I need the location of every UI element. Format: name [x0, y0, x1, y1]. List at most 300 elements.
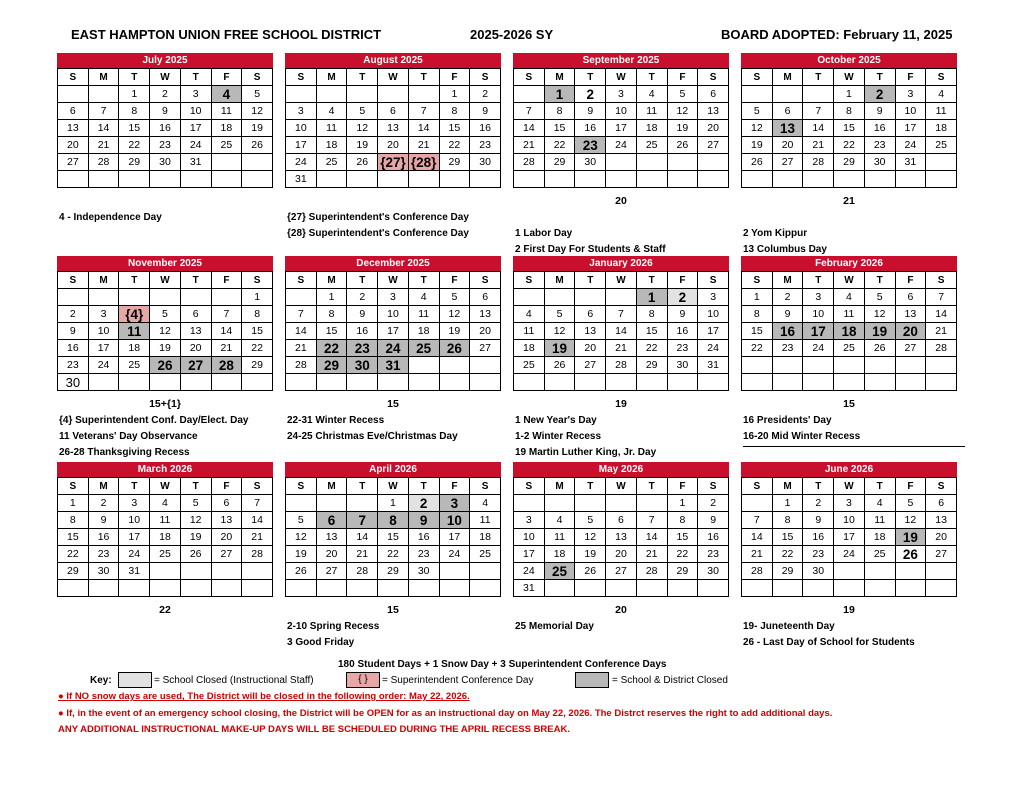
weekday-header: T: [119, 69, 150, 86]
day-cell: 5: [286, 512, 317, 529]
day-cell: 26: [864, 340, 895, 357]
month-title: October 2025: [741, 53, 957, 68]
day-cell: 13: [606, 529, 637, 546]
day-cell: 21: [926, 323, 957, 340]
weekday-header: T: [180, 69, 211, 86]
day-cell: 17: [439, 529, 470, 546]
day-cell: 31: [514, 580, 545, 597]
day-cell: 5: [575, 512, 606, 529]
day-cell: 16: [575, 120, 606, 137]
day-cell: 10: [286, 120, 317, 137]
day-cell: 10: [180, 103, 211, 120]
day-cell: 5: [742, 103, 773, 120]
day-cell: [88, 374, 119, 391]
day-cell: 19: [544, 340, 575, 357]
month-title: August 2025: [285, 53, 501, 68]
day-cell: 8: [742, 306, 773, 323]
day-cell: [119, 580, 150, 597]
day-cell: 1: [58, 495, 89, 512]
day-cell: 6: [606, 512, 637, 529]
day-cell: 5: [895, 495, 926, 512]
key-instructional-text: = School Closed (Instructional Staff): [154, 675, 314, 686]
day-cell: 25: [544, 563, 575, 580]
weekday-header: W: [606, 272, 637, 289]
day-cell: 18: [636, 120, 667, 137]
day-cell: 13: [698, 103, 729, 120]
day-cell: 2: [150, 86, 181, 103]
day-cell: 10: [606, 103, 637, 120]
weekday-header: W: [834, 272, 865, 289]
day-cell: [378, 86, 409, 103]
month-title: June 2026: [741, 462, 957, 477]
day-cell: 2: [667, 289, 698, 306]
day-cell: 3: [378, 289, 409, 306]
weekday-header: M: [316, 272, 347, 289]
day-cell: 15: [544, 120, 575, 137]
weekday-header: T: [575, 478, 606, 495]
day-cell: 15: [636, 323, 667, 340]
day-cell: 11: [636, 103, 667, 120]
day-cell: 19: [286, 546, 317, 563]
day-cell: 25: [926, 137, 957, 154]
day-cell: 29: [439, 154, 470, 171]
weekday-header: F: [667, 272, 698, 289]
day-cell: 30: [88, 563, 119, 580]
day-cell: 15: [119, 120, 150, 137]
day-cell: 30: [667, 357, 698, 374]
month-calendar: [741, 462, 957, 597]
day-cell: 23: [667, 340, 698, 357]
day-cell: 6: [180, 306, 211, 323]
board-adopted: BOARD ADOPTED: February 11, 2025: [721, 27, 953, 42]
month-day-count: 15+{1}: [149, 398, 181, 410]
day-cell: 25: [514, 357, 545, 374]
day-cell: 26: [439, 340, 470, 357]
day-cell: 3: [180, 86, 211, 103]
day-cell: 27: [606, 563, 637, 580]
month-note: 1 New Year's Day: [515, 415, 597, 426]
day-cell: 1: [316, 289, 347, 306]
day-cell: 20: [926, 529, 957, 546]
day-cell: 24: [895, 137, 926, 154]
day-cell: 8: [316, 306, 347, 323]
month-note: 2-10 Spring Recess: [287, 621, 380, 632]
day-cell: 11: [119, 323, 150, 340]
month-grid: [741, 68, 957, 188]
month-grid: [285, 477, 501, 597]
weekday-header: T: [119, 272, 150, 289]
day-cell: 27: [575, 357, 606, 374]
day-cell: 11: [150, 512, 181, 529]
month-day-count: 21: [843, 195, 855, 207]
weekday-header: S: [698, 478, 729, 495]
day-cell: 5: [864, 289, 895, 306]
day-cell: 21: [242, 529, 273, 546]
footer-emergency-note: ● If, in the event of an emergency school closing, the District will be OPEN for as an instructional day on May 22, 2026. The Distrct reserves the right to add additional days.: [58, 708, 833, 719]
month-note: 25 Memorial Day: [515, 621, 594, 632]
day-cell: [211, 563, 242, 580]
day-cell: 25: [636, 137, 667, 154]
day-cell: [772, 86, 803, 103]
day-cell: [926, 580, 957, 597]
day-cell: 17: [119, 529, 150, 546]
weekday-header: F: [895, 69, 926, 86]
day-cell: 4: [926, 86, 957, 103]
day-cell: 13: [926, 512, 957, 529]
day-cell: 16: [864, 120, 895, 137]
day-cell: [316, 495, 347, 512]
day-cell: 3: [834, 495, 865, 512]
day-cell: 8: [772, 512, 803, 529]
day-cell: 26: [180, 546, 211, 563]
day-cell: [926, 374, 957, 391]
weekday-header: S: [514, 69, 545, 86]
day-cell: 14: [242, 512, 273, 529]
day-cell: [834, 580, 865, 597]
day-cell: 20: [895, 323, 926, 340]
day-cell: 19: [180, 529, 211, 546]
month-notes: [287, 413, 458, 445]
day-cell: [698, 171, 729, 188]
day-cell: [316, 171, 347, 188]
day-cell: 11: [544, 529, 575, 546]
day-cell: 20: [211, 529, 242, 546]
day-cell: [408, 374, 439, 391]
day-cell: 16: [58, 340, 89, 357]
day-cell: 30: [58, 374, 89, 391]
day-cell: 25: [150, 546, 181, 563]
day-cell: 26: [895, 546, 926, 563]
day-cell: 28: [88, 154, 119, 171]
day-cell: 22: [439, 137, 470, 154]
day-cell: 7: [514, 103, 545, 120]
month-note: 11 Veterans' Day Observance: [59, 431, 198, 442]
day-cell: 13: [378, 120, 409, 137]
day-cell: [316, 86, 347, 103]
month-grid: [57, 477, 273, 597]
month-day-count: 20: [615, 195, 627, 207]
weekday-header: S: [286, 272, 317, 289]
month-note: 2 Yom Kippur: [743, 228, 808, 239]
day-cell: [544, 289, 575, 306]
day-cell: 23: [58, 357, 89, 374]
day-cell: 29: [667, 563, 698, 580]
day-cell: [119, 374, 150, 391]
weekday-header: S: [742, 478, 773, 495]
day-cell: 12: [180, 512, 211, 529]
day-cell: 16: [803, 529, 834, 546]
month-note: 1-2 Winter Recess: [515, 431, 602, 442]
day-cell: 24: [378, 340, 409, 357]
day-cell: 15: [58, 529, 89, 546]
day-cell: 13: [180, 323, 211, 340]
day-cell: [180, 171, 211, 188]
day-cell: 22: [742, 340, 773, 357]
day-cell: 1: [667, 495, 698, 512]
day-cell: 3: [514, 512, 545, 529]
month-grid: [513, 477, 729, 597]
day-cell: 28: [514, 154, 545, 171]
day-cell: 18: [926, 120, 957, 137]
month-day-count: 20: [615, 604, 627, 616]
day-cell: 29: [58, 563, 89, 580]
weekday-header: S: [470, 272, 501, 289]
month-calendar: [513, 53, 729, 188]
day-cell: 23: [864, 137, 895, 154]
day-cell: 6: [895, 289, 926, 306]
weekday-header: F: [667, 69, 698, 86]
day-cell: 14: [606, 323, 637, 340]
day-cell: 7: [926, 289, 957, 306]
day-cell: 19: [347, 137, 378, 154]
day-cell: 21: [88, 137, 119, 154]
day-cell: 13: [470, 306, 501, 323]
day-cell: 13: [58, 120, 89, 137]
day-cell: 30: [575, 154, 606, 171]
day-cell: [514, 374, 545, 391]
day-cell: 6: [772, 103, 803, 120]
day-cell: [742, 495, 773, 512]
day-cell: 21: [408, 137, 439, 154]
day-cell: 22: [316, 340, 347, 357]
day-cell: [864, 357, 895, 374]
day-cell: [316, 374, 347, 391]
month-grid: [285, 68, 501, 188]
day-cell: {4}: [119, 306, 150, 323]
day-cell: 9: [347, 306, 378, 323]
day-cell: 11: [926, 103, 957, 120]
day-cell: [439, 357, 470, 374]
day-cell: 10: [378, 306, 409, 323]
day-cell: 19: [864, 323, 895, 340]
day-cell: 15: [772, 529, 803, 546]
day-cell: 26: [286, 563, 317, 580]
day-cell: 30: [803, 563, 834, 580]
day-cell: [803, 357, 834, 374]
month-note: 13 Columbus Day: [743, 244, 827, 255]
month-note: 16-20 Mid Winter Recess: [743, 431, 861, 442]
weekday-header: F: [439, 478, 470, 495]
day-cell: 9: [470, 103, 501, 120]
day-cell: 29: [636, 357, 667, 374]
month-title: April 2026: [285, 462, 501, 477]
day-cell: 4: [150, 495, 181, 512]
day-cell: 26: [667, 137, 698, 154]
day-cell: 19: [575, 546, 606, 563]
day-cell: [378, 171, 409, 188]
day-cell: 1: [772, 495, 803, 512]
day-cell: 23: [772, 340, 803, 357]
day-cell: 3: [119, 495, 150, 512]
day-cell: [119, 289, 150, 306]
day-cell: 8: [667, 512, 698, 529]
month-grid: [513, 68, 729, 188]
day-cell: 4: [211, 86, 242, 103]
weekday-header: T: [803, 478, 834, 495]
day-cell: 27: [211, 546, 242, 563]
day-cell: 8: [378, 512, 409, 529]
day-cell: [742, 171, 773, 188]
day-cell: 26: [242, 137, 273, 154]
key-swatch-conference: { }: [346, 672, 380, 688]
day-cell: [439, 374, 470, 391]
day-cell: 1: [544, 86, 575, 103]
day-cell: 24: [606, 137, 637, 154]
day-cell: 3: [803, 289, 834, 306]
month-title: November 2025: [57, 256, 273, 271]
day-cell: 29: [119, 154, 150, 171]
weekday-header: T: [180, 478, 211, 495]
weekday-header: F: [895, 272, 926, 289]
month-calendar: [513, 462, 729, 597]
day-cell: 12: [286, 529, 317, 546]
day-cell: [58, 289, 89, 306]
day-cell: [347, 374, 378, 391]
weekday-header: S: [698, 272, 729, 289]
day-cell: [575, 289, 606, 306]
day-cell: 31: [378, 357, 409, 374]
weekday-header: T: [347, 478, 378, 495]
day-cell: 8: [636, 306, 667, 323]
day-cell: 21: [347, 546, 378, 563]
day-cell: 26: [575, 563, 606, 580]
day-cell: 24: [119, 546, 150, 563]
weekday-header: S: [698, 69, 729, 86]
day-cell: 14: [926, 306, 957, 323]
day-cell: [211, 374, 242, 391]
day-cell: 20: [316, 546, 347, 563]
weekday-header: T: [636, 272, 667, 289]
day-cell: 12: [150, 323, 181, 340]
day-cell: 29: [242, 357, 273, 374]
day-cell: 4: [514, 306, 545, 323]
day-cell: [864, 563, 895, 580]
day-cell: [347, 580, 378, 597]
day-cell: [636, 580, 667, 597]
note-spacer: [515, 210, 666, 226]
day-cell: [636, 374, 667, 391]
day-cell: [150, 171, 181, 188]
month-day-count: 15: [387, 604, 399, 616]
key-label: Key:: [90, 675, 112, 686]
day-cell: [667, 154, 698, 171]
day-cell: 30: [698, 563, 729, 580]
day-cell: 17: [180, 120, 211, 137]
weekday-header: T: [864, 272, 895, 289]
month-title: March 2026: [57, 462, 273, 477]
day-cell: 24: [514, 563, 545, 580]
day-cell: [803, 374, 834, 391]
day-cell: 1: [378, 495, 409, 512]
day-cell: 19: [742, 137, 773, 154]
day-cell: [803, 86, 834, 103]
day-cell: 17: [378, 323, 409, 340]
day-cell: [742, 357, 773, 374]
day-cell: 1: [742, 289, 773, 306]
day-cell: 16: [698, 529, 729, 546]
month-note: 19 Martin Luther King, Jr. Day: [515, 447, 657, 458]
day-cell: 12: [439, 306, 470, 323]
day-cell: 25: [316, 154, 347, 171]
weekday-header: T: [347, 69, 378, 86]
day-cell: [58, 171, 89, 188]
day-cell: 23: [803, 546, 834, 563]
day-cell: 8: [119, 103, 150, 120]
day-cell: 13: [316, 529, 347, 546]
day-cell: 8: [544, 103, 575, 120]
weekday-header: S: [470, 69, 501, 86]
month-note: {4} Superintendent Conf. Day/Elect. Day: [59, 415, 249, 426]
weekday-header: W: [606, 69, 637, 86]
day-cell: [150, 580, 181, 597]
day-cell: [242, 563, 273, 580]
weekday-header: T: [636, 69, 667, 86]
month-calendar: [57, 256, 273, 391]
day-cell: [242, 154, 273, 171]
day-cell: 11: [408, 306, 439, 323]
day-cell: 20: [58, 137, 89, 154]
day-cell: 20: [470, 323, 501, 340]
month-notes: [515, 619, 594, 635]
day-cell: 15: [742, 323, 773, 340]
weekday-header: T: [408, 478, 439, 495]
day-cell: 11: [514, 323, 545, 340]
day-cell: 19: [150, 340, 181, 357]
month-title: September 2025: [513, 53, 729, 68]
day-cell: 7: [88, 103, 119, 120]
day-cell: 19: [242, 120, 273, 137]
day-cell: 1: [119, 86, 150, 103]
day-cell: [575, 374, 606, 391]
day-cell: 8: [58, 512, 89, 529]
day-cell: [834, 357, 865, 374]
day-cell: 22: [772, 546, 803, 563]
month-calendar: [57, 53, 273, 188]
day-cell: 9: [667, 306, 698, 323]
day-cell: [834, 374, 865, 391]
month-day-count: 19: [615, 398, 627, 410]
weekday-header: S: [242, 69, 273, 86]
day-cell: 27: [772, 154, 803, 171]
day-cell: 14: [211, 323, 242, 340]
day-cell: 6: [316, 512, 347, 529]
day-cell: 15: [439, 120, 470, 137]
day-cell: 17: [286, 137, 317, 154]
day-cell: 10: [803, 306, 834, 323]
day-cell: 4: [470, 495, 501, 512]
weekday-header: F: [895, 478, 926, 495]
day-cell: 25: [834, 340, 865, 357]
day-cell: 30: [408, 563, 439, 580]
day-cell: 5: [439, 289, 470, 306]
day-cell: [895, 563, 926, 580]
day-cell: 3: [895, 86, 926, 103]
day-cell: 7: [211, 306, 242, 323]
day-cell: 28: [803, 154, 834, 171]
day-cell: [544, 171, 575, 188]
weekday-header: T: [408, 69, 439, 86]
weekday-header: W: [606, 478, 637, 495]
day-cell: 29: [316, 357, 347, 374]
day-cell: [286, 580, 317, 597]
day-cell: 7: [606, 306, 637, 323]
day-cell: 10: [439, 512, 470, 529]
month-note: 2 First Day For Students & Staff: [515, 244, 666, 255]
weekday-header: T: [180, 272, 211, 289]
weekday-header: F: [667, 478, 698, 495]
day-cell: 6: [211, 495, 242, 512]
day-cell: [242, 580, 273, 597]
